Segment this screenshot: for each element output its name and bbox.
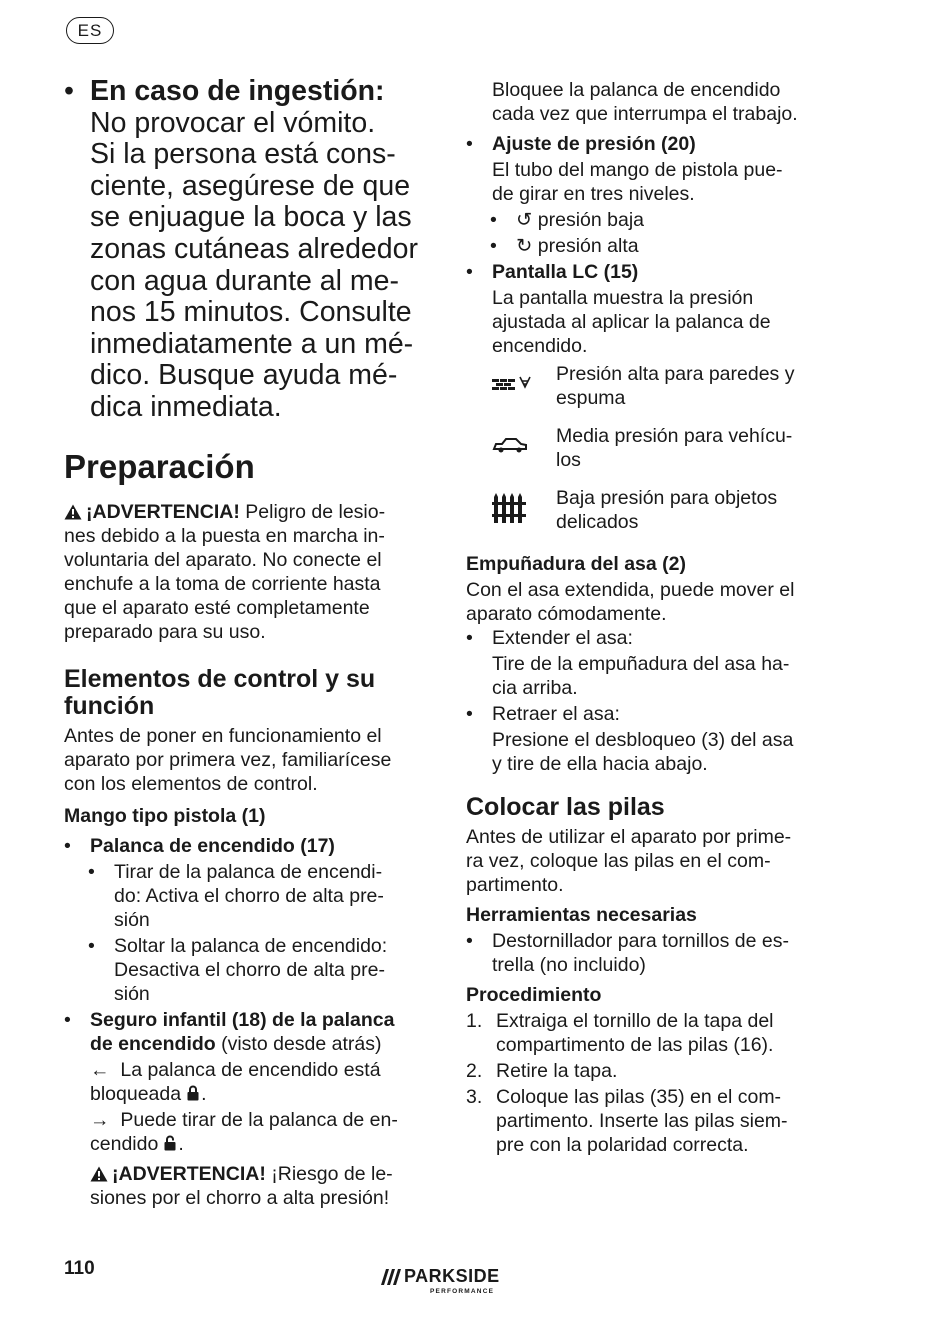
text-line: espuma — [556, 387, 626, 409]
extend-desc — [492, 652, 838, 700]
tools-item — [466, 929, 838, 977]
bullet: • — [88, 934, 95, 957]
step-number: 3. — [466, 1086, 483, 1108]
bullet: • — [490, 209, 497, 231]
ingestion-item — [64, 76, 432, 424]
warning-icon — [90, 1166, 108, 1182]
pistol-heading: Mango tipo pistola (1) — [64, 804, 266, 827]
language-badge: ES — [66, 17, 114, 44]
warning-label: ¡ADVERTENCIA! — [112, 1162, 266, 1185]
text-line: Soltar la palanca de encendido: — [114, 934, 388, 957]
text-line: ra vez, coloque las pilas en el com- — [466, 850, 771, 872]
text-line: ajustada al aplicar la palanca de — [492, 311, 771, 333]
brand-sub: PERFORMANCE — [430, 1288, 495, 1295]
pressure-low-icon-row — [492, 486, 838, 534]
child-lock-heading-1: Seguro infantil (18) de la palanca — [90, 1008, 395, 1031]
warning-icon — [64, 504, 82, 520]
text-line: trella (no incluido) — [492, 954, 646, 976]
handle-desc — [466, 578, 838, 626]
text-line: nos 15 minutos. Consulte — [90, 296, 412, 329]
pressure-mid-icon-row — [492, 424, 838, 472]
retract-label: Retraer el asa: — [492, 703, 620, 725]
text-line: aparato cómodamente. — [466, 603, 667, 625]
step-1 — [466, 1009, 838, 1057]
retract-item — [466, 702, 838, 776]
pressure-high-item — [466, 234, 838, 258]
text-line: Media presión para vehícu- — [556, 425, 793, 447]
lcd-desc — [492, 286, 838, 358]
step-3 — [466, 1085, 838, 1157]
warning2-text-1: ¡Riesgo de le- — [271, 1162, 393, 1185]
unlocked-text-2: cendido — [90, 1132, 159, 1155]
child-lock-note: (visto desde atrás) — [221, 1032, 382, 1055]
locked-text-2: bloqueada — [90, 1082, 182, 1105]
text-line: Si la persona está cons- — [90, 138, 396, 171]
rotate-cw-icon: ↻ — [516, 235, 533, 257]
locked-text-1: La palanca de encendido está — [120, 1058, 381, 1081]
bullet: • — [88, 860, 95, 883]
step-2 — [466, 1059, 838, 1083]
lever-item — [64, 834, 432, 858]
text-line: encendido. — [492, 335, 588, 357]
lock-closed-icon — [187, 1085, 199, 1101]
period: . — [178, 1132, 184, 1155]
bullet: • — [64, 1008, 71, 1031]
preparation-heading: Preparación — [64, 447, 255, 485]
pressure-low-label: presión baja — [537, 209, 645, 231]
warning-text — [64, 524, 432, 644]
bullet: • — [466, 627, 473, 649]
car-icon — [492, 436, 528, 456]
text-line: Con el asa extendida, puede mover el — [466, 579, 795, 601]
arrow-left-icon: ← — [90, 1058, 110, 1081]
text-line: cia arriba. — [492, 677, 578, 699]
text-line: y tire de ella hacia abajo. — [492, 753, 708, 775]
pressure-high-desc — [556, 362, 794, 410]
pressure-item — [466, 132, 838, 206]
pressure-heading: Ajuste de presión (20) — [492, 133, 696, 155]
text-line: que el aparato esté completamente — [64, 596, 370, 619]
text-line: con agua durante al me- — [90, 264, 399, 297]
text-line: compartimento de las pilas (16). — [496, 1034, 774, 1056]
text-line: Antes de poner en funcionamiento el — [64, 724, 382, 747]
extend-item — [466, 626, 838, 700]
lcd-heading: Pantalla LC (15) — [492, 261, 639, 283]
unlocked-text-1: Puede tirar de la palanca de en- — [120, 1108, 398, 1131]
lever-pull-item — [64, 860, 432, 932]
text-line: ciente, asegúrese de que — [90, 169, 411, 202]
pressure-high-icon-row — [492, 362, 838, 410]
text-line: zonas cutáneas alrededor — [90, 232, 418, 265]
retract-desc — [492, 728, 838, 776]
text-line: Tirar de la palanca de encendi- — [114, 860, 383, 883]
step-number: 2. — [466, 1060, 483, 1082]
stripes-icon — [378, 1269, 402, 1285]
left-column — [64, 76, 432, 1210]
bullet: • — [466, 703, 473, 725]
bullet: • — [466, 930, 473, 952]
step-text — [496, 1085, 838, 1157]
text-line: dica inmediata. — [90, 390, 282, 423]
text-line: partimento. Inserte las pilas siem- — [496, 1110, 788, 1132]
unlocked-state — [64, 1108, 432, 1156]
text-line: Tire de la empuñadura del asa ha- — [492, 653, 790, 675]
bullet: • — [64, 834, 71, 857]
batteries-desc — [466, 825, 838, 897]
pressure-desc — [492, 158, 838, 206]
bullet: • — [466, 261, 473, 283]
text-line: inmediatamente a un mé- — [90, 327, 414, 360]
text-line: cada vez que interrumpa el trabajo. — [492, 103, 798, 125]
controls-heading-line1: Elementos de control y su — [64, 664, 376, 693]
child-lock-heading-2: de encendido — [90, 1032, 216, 1055]
block-lever-text — [466, 78, 838, 126]
extend-label: Extender el asa: — [492, 627, 633, 649]
ingestion-text — [90, 108, 432, 424]
brand-name: PARKSIDE — [404, 1266, 500, 1286]
lever-heading: Palanca de encendido (17) — [90, 834, 335, 857]
text-line: preparado para su uso. — [64, 620, 266, 643]
locked-state — [64, 1058, 432, 1106]
fence-icon — [492, 491, 526, 525]
text-line: partimento. — [466, 874, 564, 896]
arrow-right-icon: → — [90, 1108, 110, 1131]
text-line: nes debido a la puesta en marcha in- — [64, 524, 385, 547]
text-line: enchufe a la toma de corriente hasta — [64, 572, 381, 595]
warning-label: ¡ADVERTENCIA! — [86, 500, 240, 523]
step-text — [496, 1059, 838, 1083]
parkside-logo — [378, 1266, 528, 1298]
lever-release-item — [64, 934, 432, 1006]
child-lock-item — [64, 1008, 432, 1056]
text-line: El tubo del mango de pistola pue- — [492, 159, 783, 181]
period: . — [201, 1082, 207, 1105]
tools-heading: Herramientas necesarias — [466, 904, 697, 926]
text-line: aparato por primera vez, familiarícese — [64, 748, 392, 771]
text-line: Antes de utilizar el aparato por prime- — [466, 826, 792, 848]
page-number: 110 — [64, 1258, 95, 1279]
step-number: 1. — [466, 1010, 483, 1032]
text-line: con los elementos de control. — [64, 772, 318, 795]
pressure-high-label: presión alta — [537, 235, 639, 257]
tools-text — [492, 929, 838, 977]
text-line: Extraiga el tornillo de la tapa del — [496, 1010, 774, 1032]
warning-paragraph-2 — [64, 1162, 432, 1210]
warning-paragraph-1 — [64, 500, 432, 644]
text-line: Coloque las pilas (35) en el com- — [496, 1086, 782, 1108]
text-line: los — [556, 449, 581, 471]
lever-pull-text — [114, 860, 432, 932]
text-line: Presione el desbloqueo (3) del asa — [492, 729, 794, 751]
text-line: Baja presión para objetos — [556, 487, 778, 509]
text-line: pre con la polaridad correcta. — [496, 1134, 749, 1156]
lcd-item — [466, 260, 838, 358]
warning2-text-2: siones por el chorro a alta presión! — [90, 1186, 390, 1209]
bullet: • — [490, 235, 497, 257]
controls-heading-line2: función — [64, 691, 155, 720]
text-line: se enjuague la boca y las — [90, 201, 412, 234]
warning-text-first: Peligro de lesio- — [245, 500, 386, 523]
pressure-mid-desc — [556, 424, 792, 472]
wall-foam-icon — [492, 373, 532, 395]
right-column — [466, 78, 838, 1157]
text-line: de girar en tres niveles. — [492, 183, 695, 205]
text-line: sión — [114, 982, 150, 1005]
text-line: dico. Busque ayuda mé- — [90, 359, 398, 392]
text-line: sión — [114, 908, 150, 931]
bullet: • — [466, 133, 473, 155]
text-line: delicados — [556, 511, 639, 533]
text-line: do: Activa el chorro de alta pre- — [114, 884, 384, 907]
procedure-heading: Procedimiento — [466, 984, 602, 1006]
step-text — [496, 1009, 838, 1057]
text-line: La pantalla muestra la presión — [492, 287, 754, 309]
handle-heading: Empuñadura del asa (2) — [466, 553, 686, 575]
text-line: Presión alta para paredes y — [556, 363, 795, 385]
controls-intro — [64, 724, 432, 796]
text-line: voluntaria del aparato. No conecte el — [64, 548, 382, 571]
text-line: Bloquee la palanca de encendido — [492, 79, 781, 101]
text-line: No provocar el vómito. — [90, 106, 376, 139]
pressure-low-item — [466, 208, 838, 232]
bullet: • — [64, 75, 74, 107]
rotate-ccw-icon: ↺ — [516, 209, 533, 231]
batteries-heading: Colocar las pilas — [466, 793, 665, 821]
text-line: Desactiva el chorro de alta pre- — [114, 958, 385, 981]
lever-release-text — [114, 934, 432, 1006]
ingestion-label: En caso de ingestión: — [90, 75, 385, 107]
text-line: Destornillador para tornillos de es- — [492, 930, 789, 952]
lock-open-icon — [164, 1135, 176, 1151]
text-line: Retire la tapa. — [496, 1060, 618, 1082]
pressure-low-desc — [556, 486, 777, 534]
